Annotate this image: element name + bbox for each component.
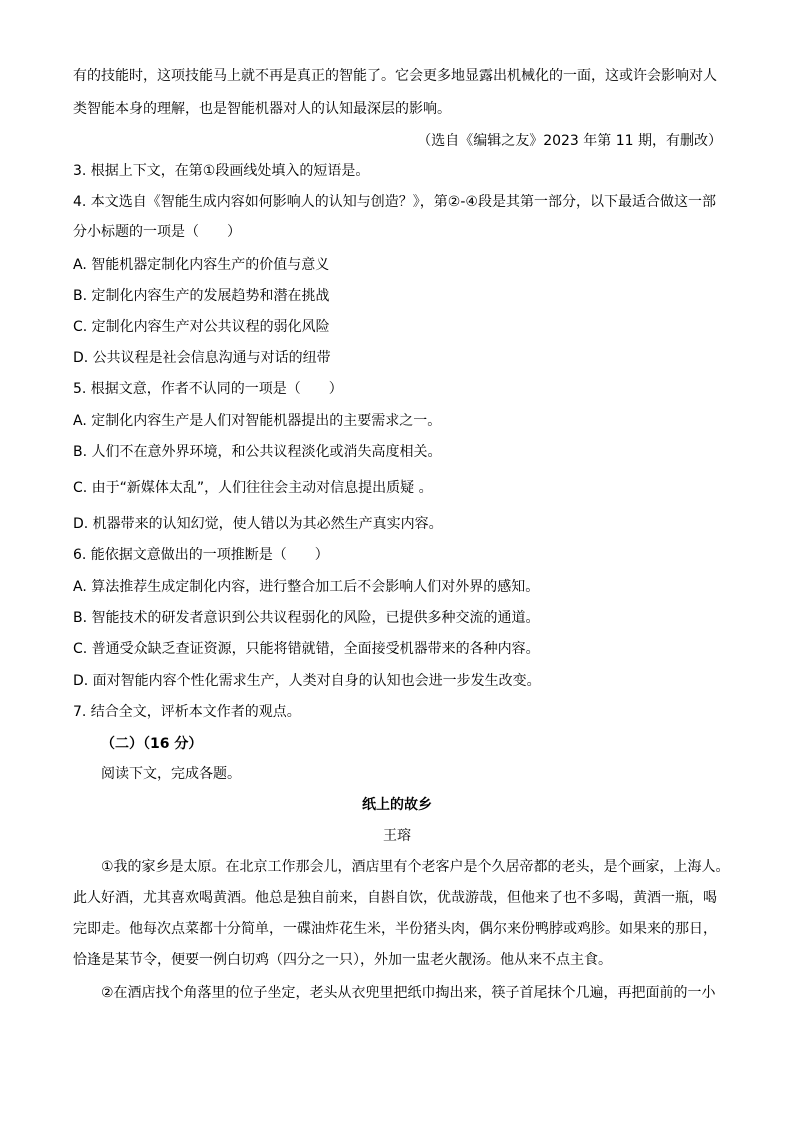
option-a: A. 算法推荐生成定制化内容，进行整合加工后不会影响人们对外界的感知。 (73, 579, 540, 595)
paragraph-1-line: 完即走。他每次点菜都十分简单，一碟油炸花生米，半份猪头肉，偶尔来份鸭脖或鸡胗。如果来的那日， (73, 921, 717, 937)
question-4: 4. 本文选自《智能生成内容如何影响人的认知与创造？》，第②-④段是其第一部分，以下最适合做这一部 (73, 194, 716, 210)
paragraph-1-line: 此人好酒，尤其喜欢喝黄酒。他总是独自前来，自斟自饮，优哉游哉，但他来了也不多喝，黄酒一瓶，喝 (73, 890, 717, 906)
paragraph-1-line: ①我的家乡是太原。在北京工作那会儿，酒店里有个老客户是个久居帝都的老头，是个画家，上海人。 (101, 859, 730, 875)
option-a: A. 智能机器定制化内容生产的价值与意义 (73, 257, 330, 273)
section-heading: （二）（16 分） (101, 736, 203, 752)
text-line: 有的技能时，这项技能马上就不再是真正的智能了。它会更多地显露出机械化的一面，这或许会影响对人 (73, 68, 717, 84)
option-c: C. 由于“新媒体太乱”，人们往往会主动对信息提出质疑 。 (73, 480, 433, 496)
option-c: C. 普通受众缺乏查证资源，只能将错就错，全面接受机器带来的各种内容。 (73, 641, 540, 657)
paragraph-2-line: ②在酒店找个角落里的位子坐定，老头从衣兜里把纸巾掏出来，筷子首尾抹个几遍，再把面前的一小 (101, 985, 716, 1001)
option-b: B. 人们不在意外界环境，和公共议程淡化或消失高度相关。 (73, 444, 442, 460)
article-title: 纸上的故乡 (362, 797, 432, 813)
option-d: D. 公共议程是社会信息沟通与对话的纽带 (73, 350, 331, 366)
section-instruction: 阅读下文，完成各题。 (101, 766, 241, 782)
option-d: D. 机器带来的认知幻觉，使人错以为其必然生产真实内容。 (73, 516, 443, 532)
option-b: B. 智能技术的研发者意识到公共议程弱化的风险，已提供多种交流的通道。 (73, 610, 540, 626)
question-4-cont: 分小标题的一项是（ ） (73, 224, 241, 240)
option-a: A. 定制化内容生产是人们对智能机器提出的主要需求之一。 (73, 413, 442, 429)
option-c: C. 定制化内容生产对公共议程的弱化风险 (73, 319, 330, 335)
question-5: 5. 根据文意，作者不认同的一项是（ ） (73, 381, 343, 397)
source-citation: （选自《编辑之友》2023 年第 11 期，有删改） (417, 133, 722, 149)
question-6: 6. 能依据文意做出的一项推断是（ ） (73, 547, 329, 563)
paragraph-1-line: 恰逢是某节令，便要一例白切鸡（四分之一只），外加一盅老火靓汤。他从来不点主食。 (73, 952, 612, 968)
article-author: 王瑢 (383, 828, 411, 844)
question-3: 3. 根据上下文，在第①段画线处填入的短语是。 (73, 163, 370, 179)
option-b: B. 定制化内容生产的发展趋势和潜在挑战 (73, 288, 330, 304)
text-line: 类智能本身的理解，也是智能机器对人的认知最深层的影响。 (73, 101, 451, 117)
question-7: 7. 结合全文，评析本文作者的观点。 (73, 704, 301, 720)
option-d: D. 面对智能内容个性化需求生产，人类对自身的认知也会进一步发生改变。 (73, 673, 541, 689)
